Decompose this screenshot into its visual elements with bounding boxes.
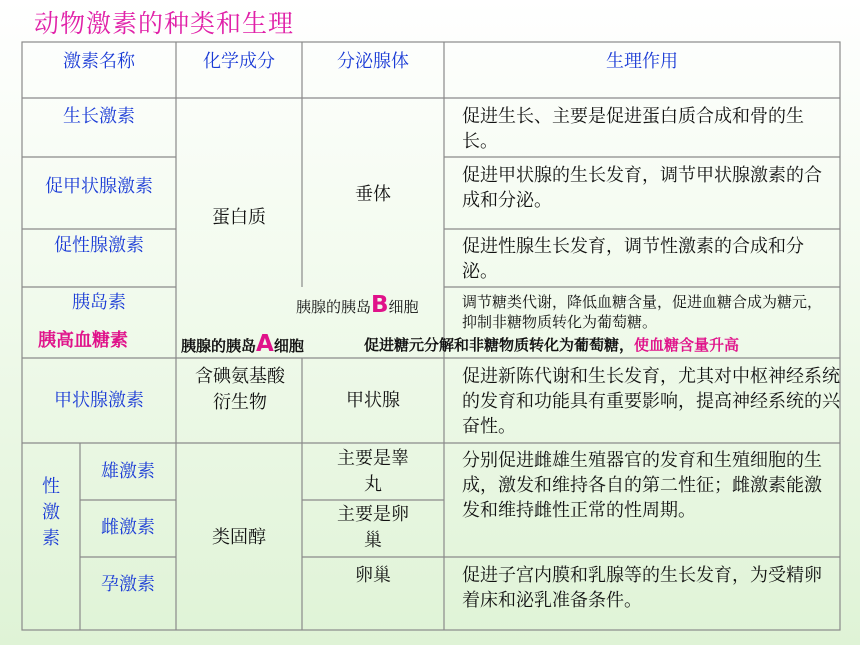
page-title: 动物激素的种类和生理: [34, 9, 295, 38]
testis-gland: 主要是睾丸: [337, 448, 409, 495]
header-function: 生理作用: [606, 51, 678, 72]
glucagon-effect-highlight: 使血糖含量升高: [634, 336, 740, 354]
ovary-gland: 卵巢: [355, 565, 391, 586]
glucagon-effect-main: 促进糖元分解和非糖物质转化为葡萄糖，: [364, 336, 635, 354]
glucagon-gland-prefix: 胰腺的胰岛: [181, 337, 257, 355]
steroid-chem: 类固醇: [212, 527, 266, 548]
thyroxine-effect: 促进新陈代谢和生长发育，尤其对中枢神经系统的发育和功能具有重要影响，提高神经系统的兴奋性。: [462, 366, 840, 437]
ovary-main-gland: 主要是卵巢: [337, 504, 409, 551]
progesterone-effect: 促进子宫内膜和乳腺等的生长发育，为受精卵着床和泌乳准备条件。: [462, 565, 822, 611]
insulin-name: 胰岛素: [72, 292, 126, 313]
insulin-gland-suffix: 细胞: [388, 298, 419, 316]
glucagon-gland: [181, 331, 304, 359]
estrogen-name: 雌激素: [101, 517, 155, 538]
insulin-cell-letter: B: [371, 292, 389, 318]
insulin-gland-prefix: 胰腺的胰岛: [296, 298, 372, 316]
glucagon-cell-letter: A: [256, 331, 274, 357]
insulin-effect: 调节糖类代谢，降低血糖含量，促进血糖合成为糖元，抑制非糖物质转化为葡萄糖。: [462, 293, 823, 331]
progesterone-name: 孕激素: [101, 574, 155, 595]
pituitary-gland: 垂体: [355, 184, 391, 205]
sex-hormone-group: 性激素: [42, 476, 60, 549]
tsh-name: 促甲状腺激素: [45, 176, 153, 197]
thyroxine-name: 甲状腺激素: [54, 390, 144, 411]
growth-hormone-effect: 促进生长、主要是促进蛋白质合成和骨的生长。: [462, 106, 804, 152]
thyroxine-chem: 含碘氨基酸衍生物: [195, 366, 285, 413]
glucagon-name: 胰高血糖素: [38, 330, 128, 351]
gonadotropin-name: 促性腺激素: [54, 235, 144, 256]
header-chemical: 化学成分: [203, 51, 275, 72]
protein-chem: 蛋白质: [212, 207, 266, 228]
glucagon-effect: [364, 333, 739, 357]
sex-hormone-effect: 分别促进雌雄生殖器官的发育和生殖细胞的生成，激发和维持各自的第二性征；雌激素能激发和维持雌性正常的性周期。: [462, 450, 822, 521]
gonadotropin-effect: 促进性腺生长发育，调节性激素的合成和分泌。: [462, 236, 804, 282]
androgen-name: 雄激素: [101, 461, 155, 482]
header-hormone-name: 激素名称: [63, 51, 135, 72]
tsh-effect: 促进甲状腺的生长发育，调节甲状腺激素的合成和分泌。: [462, 165, 822, 211]
thyroxine-gland: 甲状腺: [346, 390, 400, 411]
growth-hormone-name: 生长激素: [63, 106, 135, 127]
insulin-gland: [296, 290, 456, 320]
glucagon-gland-suffix: 细胞: [273, 337, 304, 355]
header-gland: 分泌腺体: [337, 51, 409, 72]
